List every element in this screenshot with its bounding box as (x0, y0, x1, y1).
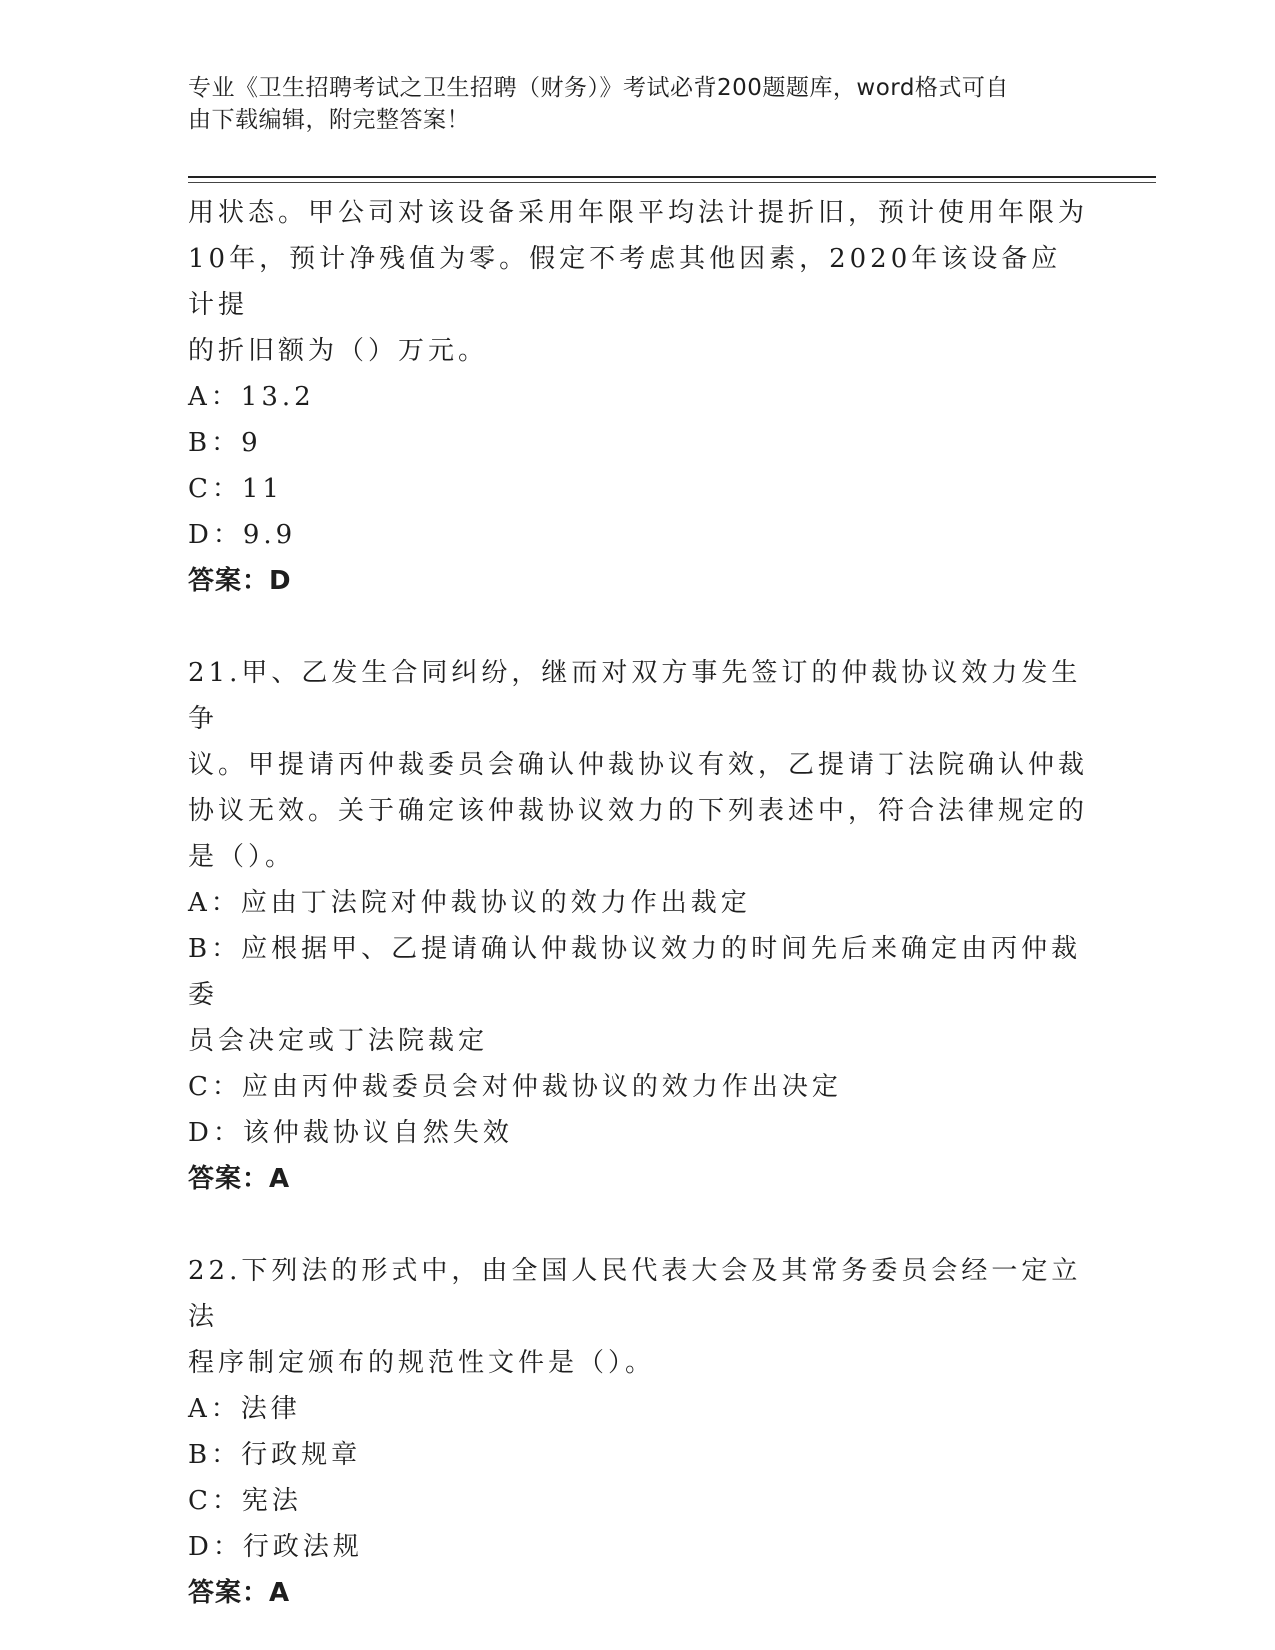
answer: 答案：A (188, 1578, 291, 1608)
option-b: B：9 (188, 428, 262, 458)
document-body (188, 190, 1088, 1616)
question-text-line: 用状态。甲公司对该设备采用年限平均法计提折旧，预计使用年限为 (188, 198, 1089, 228)
header-divider-thin (188, 182, 1156, 183)
answer: 答案：D (188, 566, 292, 596)
option-a: A：应由丁法院对仲裁协议的效力作出裁定 (188, 888, 751, 918)
question-text-line: 协议无效。关于确定该仲裁协议效力的下列表述中，符合法律规定的 (188, 796, 1089, 826)
document-header (188, 72, 1068, 136)
question-text-line: 21.甲、乙发生合同纠纷，继而对双方事先签订的仲裁协议效力发生争 (188, 658, 1082, 734)
question-text-line: 是（）。 (188, 842, 296, 872)
question-text-line: 22.下列法的形式中，由全国人民代表大会及其常务委员会经一定立法 (188, 1256, 1082, 1332)
option-a: A：法律 (188, 1394, 301, 1424)
option-c: C：宪法 (188, 1486, 302, 1516)
answer: 答案：A (188, 1164, 291, 1194)
option-b-continued: 员会决定或丁法院裁定 (188, 1026, 489, 1056)
question-22 (188, 1248, 1088, 1616)
option-a: A：13.2 (188, 382, 315, 412)
question-text-line: 10年，预计净残值为零。假定不考虑其他因素，2020年该设备应计提 (188, 244, 1062, 320)
option-d: D：9.9 (188, 520, 297, 550)
option-b: B：应根据甲、乙提请确认仲裁协议效力的时间先后来确定由丙仲裁委 (188, 934, 1082, 1010)
option-d: D：行政法规 (188, 1532, 363, 1562)
header-divider-thick (188, 176, 1156, 178)
question-text-line: 议。甲提请丙仲裁委员会确认仲裁协议有效，乙提请丁法院确认仲裁 (188, 750, 1089, 780)
option-b: B：行政规章 (188, 1440, 362, 1470)
question-text-line: 程序制定颁布的规范性文件是（）。 (188, 1348, 656, 1378)
question-21 (188, 650, 1088, 1202)
spacer (188, 604, 1088, 650)
spacer (188, 1202, 1088, 1248)
question-20 (188, 190, 1088, 604)
header-line-2: 由下载编辑，附完整答案！ (188, 107, 470, 133)
header-line-1: 专业《卫生招聘考试之卫生招聘（财务）》考试必背200题题库，word格式可自 (188, 75, 1009, 101)
option-c: C：11 (188, 474, 283, 504)
question-text-line: 的折旧额为（）万元。 (188, 336, 489, 366)
option-c: C：应由丙仲裁委员会对仲裁协议的效力作出决定 (188, 1072, 842, 1102)
option-d: D：该仲裁协议自然失效 (188, 1118, 513, 1148)
